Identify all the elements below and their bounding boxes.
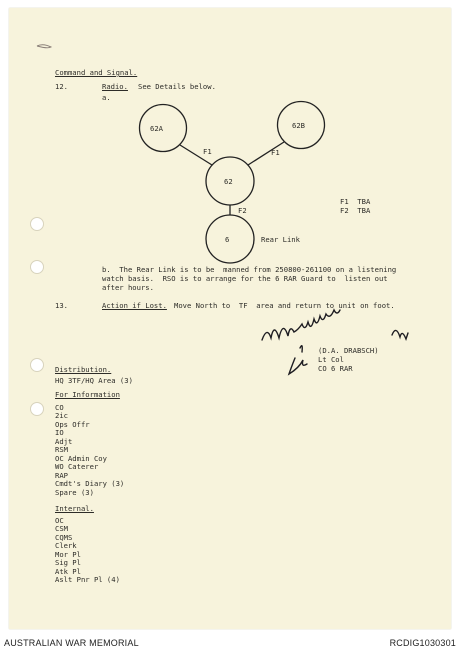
station-label-62a: 62A [150,124,163,133]
list-item: Aslt Pnr Pl (4) [55,575,120,585]
sub-paragraph-label: a. [102,93,111,102]
list-item: Cmdt's Diary (3) [55,479,125,489]
paragraph-number: 13. [55,301,68,310]
list-item: Atk Pl [55,566,81,576]
list-item: OC Admin Coy [55,453,107,463]
list-item: Ops Offr [55,419,90,429]
signatory-unit: CO 6 RAR [318,364,353,373]
list-item: Sig Pl [55,558,81,568]
frequency-label-lower: F2 [238,206,247,215]
list-item: Adjt [55,436,73,446]
paragraph-number: 12. [55,82,68,91]
paragraph-text: Move North to TF area and return to unit on foot. [174,301,395,310]
paragraph-title: Action if Lost. [102,301,167,310]
footer-source: AUSTRALIAN WAR MEMORIAL [4,638,139,648]
list-item: Spare (3) [55,487,94,497]
list-item: Clerk [55,541,77,551]
station-label-62: 62 [224,177,233,186]
paragraph-title: Radio. [102,82,128,91]
paragraph-b-line: after hours. [102,283,154,292]
signatory-name: (D.A. DRABSCH) [318,346,379,355]
station-circle-6 [206,215,254,263]
list-item: CO [55,403,64,412]
station-circle-62a [140,105,187,152]
footer-record-id: RCDIG1030301 [389,638,456,648]
list-item: IO [55,428,64,438]
frequency-label-left: F1 [203,147,212,156]
station-label-6: 6 [225,235,230,244]
distribution-title: Distribution. [55,365,112,374]
internal-list [55,517,120,585]
station-label-62b: 62B [292,121,305,130]
smudge-mark [37,45,51,48]
list-item: RAP [55,470,68,480]
list-item: CSM [55,524,68,534]
signatory-rank: Lt Col [318,355,344,364]
for-information-list [55,404,124,497]
paragraph-b-line: b. The Rear Link is to be manned from 250800-261100 on a listening [102,265,397,274]
frequency-label-right: F1 [271,148,280,157]
distribution-first: HQ 3TF/HQ Area (3) [55,376,133,385]
rear-link-label: Rear Link [261,235,300,244]
list-item: 2ic [55,411,68,421]
list-item: WO Caterer [55,462,99,472]
list-item: OC [55,516,64,525]
paragraph-text: See Details below. [138,82,216,91]
frequency-legend-line: F2 TBA [340,206,371,215]
paragraph-b-line: watch basis. RSO is to arrange for the 6 RAR Guard to listen out [102,274,388,283]
list-item: RSM [55,445,68,455]
internal-title: Internal. [55,504,94,513]
list-item: CQMS [55,532,73,542]
list-item: Mor Pl [55,549,81,559]
frequency-legend-line: F1 TBA [340,197,371,206]
for-information-title: For Information [55,390,120,399]
section-title: Command and Signal. [55,68,138,77]
